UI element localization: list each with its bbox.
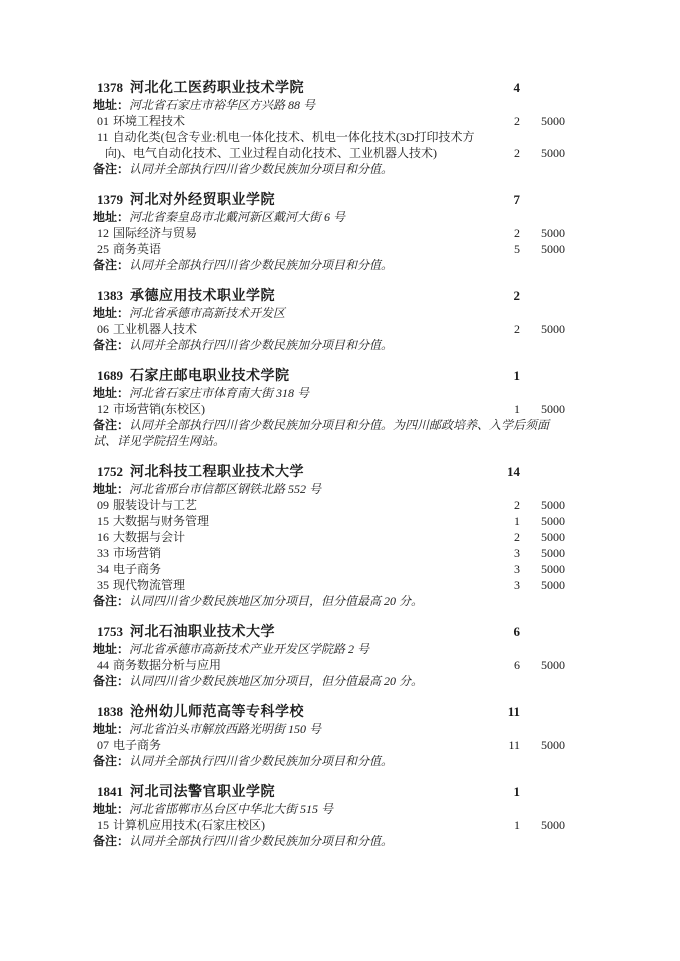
school-code: 1378 [97,80,123,95]
major-code: 35 [97,578,109,592]
address-row [93,209,565,225]
major-fee: 5000 [541,530,565,544]
remark-value: 认同四川省少数民族地区加分项目，但分值最高 20 分。 [129,674,424,688]
remark-label: 备注： [93,162,130,176]
school-total-count: 4 [513,80,520,95]
address-label: 地址： [93,642,130,656]
school-name: 承德应用技术职业学院 [130,287,275,303]
remark-label: 备注： [93,258,130,272]
major-fee: 5000 [541,658,565,672]
major-count: 1 [514,514,520,528]
major-count: 3 [514,562,520,576]
school-list [93,78,565,862]
address-label: 地址： [93,722,130,736]
address-value: 河北省邢台市信都区钢铁北路 552 号 [129,482,322,496]
major-name: 工业机器人技术 [113,322,198,336]
major-fee: 5000 [541,402,565,416]
major-fee: 5000 [541,498,565,512]
remark-value: 认同并全部执行四川省少数民族加分项目和分值。 [129,258,394,272]
remark-row [93,337,565,353]
school-name: 河北化工医药职业技术学院 [130,79,304,95]
major-name: 电子商务 [113,562,162,576]
school-total-count: 7 [513,192,520,207]
major-row [93,401,565,417]
remark-label: 备注： [93,674,130,688]
major-count: 2 [514,114,520,128]
major-code: 06 [97,322,109,336]
address-value: 河北省泊头市解放西路光明街 150 号 [129,722,322,736]
major-row [93,513,565,529]
major-count: 5 [514,242,520,256]
major-code: 01 [97,114,109,128]
address-row [93,721,565,737]
remark-value: 认同并全部执行四川省少数民族加分项目和分值。 [129,834,394,848]
major-row [93,561,565,577]
major-row [93,545,565,561]
major-name: 市场营销 [113,546,162,560]
major-name: 自动化类(包含专业:机电一体化技术、机电一体化技术(3D打印技术方向)、电气自动化技术、工业过程自动化技术、工业机器人技术) [105,130,475,160]
remark-row [93,257,565,273]
major-fee: 5000 [541,818,565,832]
school-block [93,78,565,177]
major-name: 市场营销(东校区) [113,402,205,416]
major-list [93,497,565,593]
major-row [93,321,565,337]
remark-row [93,161,565,177]
major-row [93,529,565,545]
major-count: 1 [514,402,520,416]
school-name: 河北司法警官职业学院 [130,783,275,799]
major-row [93,225,565,241]
school-total-count: 14 [507,464,520,479]
school-block [93,782,565,849]
address-row [93,641,565,657]
major-row [93,129,565,161]
school-name: 河北对外经贸职业学院 [130,191,275,207]
major-count: 3 [514,578,520,592]
school-code: 1383 [97,288,123,303]
school-code: 1689 [97,368,123,383]
major-code: 16 [97,530,109,544]
major-row [93,497,565,513]
major-code: 25 [97,242,109,256]
major-count: 2 [514,146,520,160]
remark-row [93,593,565,609]
major-code: 11 [97,130,109,144]
major-code: 12 [97,402,109,416]
school-total-count: 1 [513,784,520,799]
school-code: 1752 [97,464,123,479]
major-count: 2 [514,322,520,336]
school-code: 1379 [97,192,123,207]
school-header-row [93,78,565,97]
school-name: 河北科技工程职业技术大学 [130,463,304,479]
major-fee: 5000 [541,242,565,256]
major-count: 11 [508,738,520,752]
major-code: 09 [97,498,109,512]
school-header-row [93,366,565,385]
remark-value: 认同并全部执行四川省少数民族加分项目和分值。 [129,338,394,352]
remark-row [93,417,565,449]
address-value: 河北省邯郸市丛台区中华北大街 515 号 [129,802,334,816]
major-fee: 5000 [541,578,565,592]
major-count: 2 [514,498,520,512]
address-row [93,305,565,321]
remark-label: 备注： [93,418,130,432]
school-total-count: 1 [513,368,520,383]
school-name: 河北石油职业技术大学 [130,623,275,639]
major-list [93,817,565,833]
major-count: 2 [514,226,520,240]
school-total-count: 11 [507,704,520,719]
address-row [93,801,565,817]
major-code: 07 [97,738,109,752]
major-list [93,401,565,417]
major-name: 大数据与会计 [113,530,186,544]
major-row [93,737,565,753]
address-value: 河北省石家庄市裕华区方兴路 88 号 [129,98,316,112]
address-value: 河北省秦皇岛市北戴河新区戴河大街 6 号 [129,210,346,224]
address-value: 河北省承德市高新技术产业开发区学院路 2 号 [129,642,370,656]
major-list [93,657,565,673]
school-block [93,702,565,769]
major-code: 12 [97,226,109,240]
school-header-row [93,286,565,305]
major-name: 环境工程技术 [113,114,186,128]
major-list [93,225,565,257]
major-list [93,321,565,337]
school-header-row [93,190,565,209]
major-code: 33 [97,546,109,560]
major-name: 现代物流管理 [113,578,186,592]
major-count: 2 [514,530,520,544]
major-code: 15 [97,514,109,528]
remark-label: 备注： [93,594,130,608]
major-count: 6 [514,658,520,672]
major-count: 3 [514,546,520,560]
address-label: 地址： [93,210,130,224]
major-code: 34 [97,562,109,576]
remark-row [93,753,565,769]
school-code: 1841 [97,784,123,799]
major-fee: 5000 [541,562,565,576]
major-name: 商务英语 [113,242,162,256]
address-row [93,385,565,401]
major-row [93,817,565,833]
major-name: 商务数据分析与应用 [113,658,222,672]
school-code: 1838 [97,704,123,719]
school-block [93,366,565,449]
remark-value: 认同并全部执行四川省少数民族加分项目和分值。为四川邮政培养、入学后须面试、详见学院招生网站。 [93,418,550,448]
address-label: 地址： [93,306,130,320]
remark-label: 备注： [93,338,130,352]
major-name: 国际经济与贸易 [113,226,198,240]
major-list [93,737,565,753]
major-fee: 5000 [541,322,565,336]
remark-row [93,673,565,689]
major-fee: 5000 [541,226,565,240]
address-label: 地址： [93,98,130,112]
major-name: 大数据与财务管理 [113,514,210,528]
school-header-row [93,462,565,481]
address-value: 河北省石家庄市体育南大街 318 号 [129,386,310,400]
major-fee: 5000 [541,546,565,560]
major-count: 1 [514,818,520,832]
major-row [93,577,565,593]
remark-row [93,833,565,849]
school-name: 沧州幼儿师范高等专科学校 [130,703,304,719]
major-name: 电子商务 [113,738,162,752]
school-block [93,622,565,689]
major-name: 服装设计与工艺 [113,498,198,512]
remark-label: 备注： [93,834,130,848]
major-row [93,657,565,673]
address-label: 地址： [93,802,130,816]
major-fee: 5000 [541,514,565,528]
school-header-row [93,782,565,801]
remark-label: 备注： [93,754,130,768]
major-list [93,113,565,161]
major-row [93,241,565,257]
school-code: 1753 [97,624,123,639]
school-block [93,190,565,273]
school-total-count: 6 [513,624,520,639]
school-header-row [93,622,565,641]
remark-value: 认同并全部执行四川省少数民族加分项目和分值。 [129,162,394,176]
school-block [93,286,565,353]
major-name: 计算机应用技术(石家庄校区) [113,818,265,832]
school-block [93,462,565,609]
major-row [93,113,565,129]
address-label: 地址： [93,482,130,496]
address-value: 河北省承德市高新技术开发区 [129,306,286,320]
address-row [93,97,565,113]
major-fee: 5000 [541,114,565,128]
school-header-row [93,702,565,721]
remark-value: 认同四川省少数民族地区加分项目，但分值最高 20 分。 [129,594,424,608]
address-label: 地址： [93,386,130,400]
school-name: 石家庄邮电职业技术学院 [130,367,290,383]
remark-value: 认同并全部执行四川省少数民族加分项目和分值。 [129,754,394,768]
major-fee: 5000 [541,738,565,752]
address-row [93,481,565,497]
school-total-count: 2 [513,288,520,303]
major-code: 44 [97,658,109,672]
major-code: 15 [97,818,109,832]
major-fee: 5000 [541,146,565,160]
